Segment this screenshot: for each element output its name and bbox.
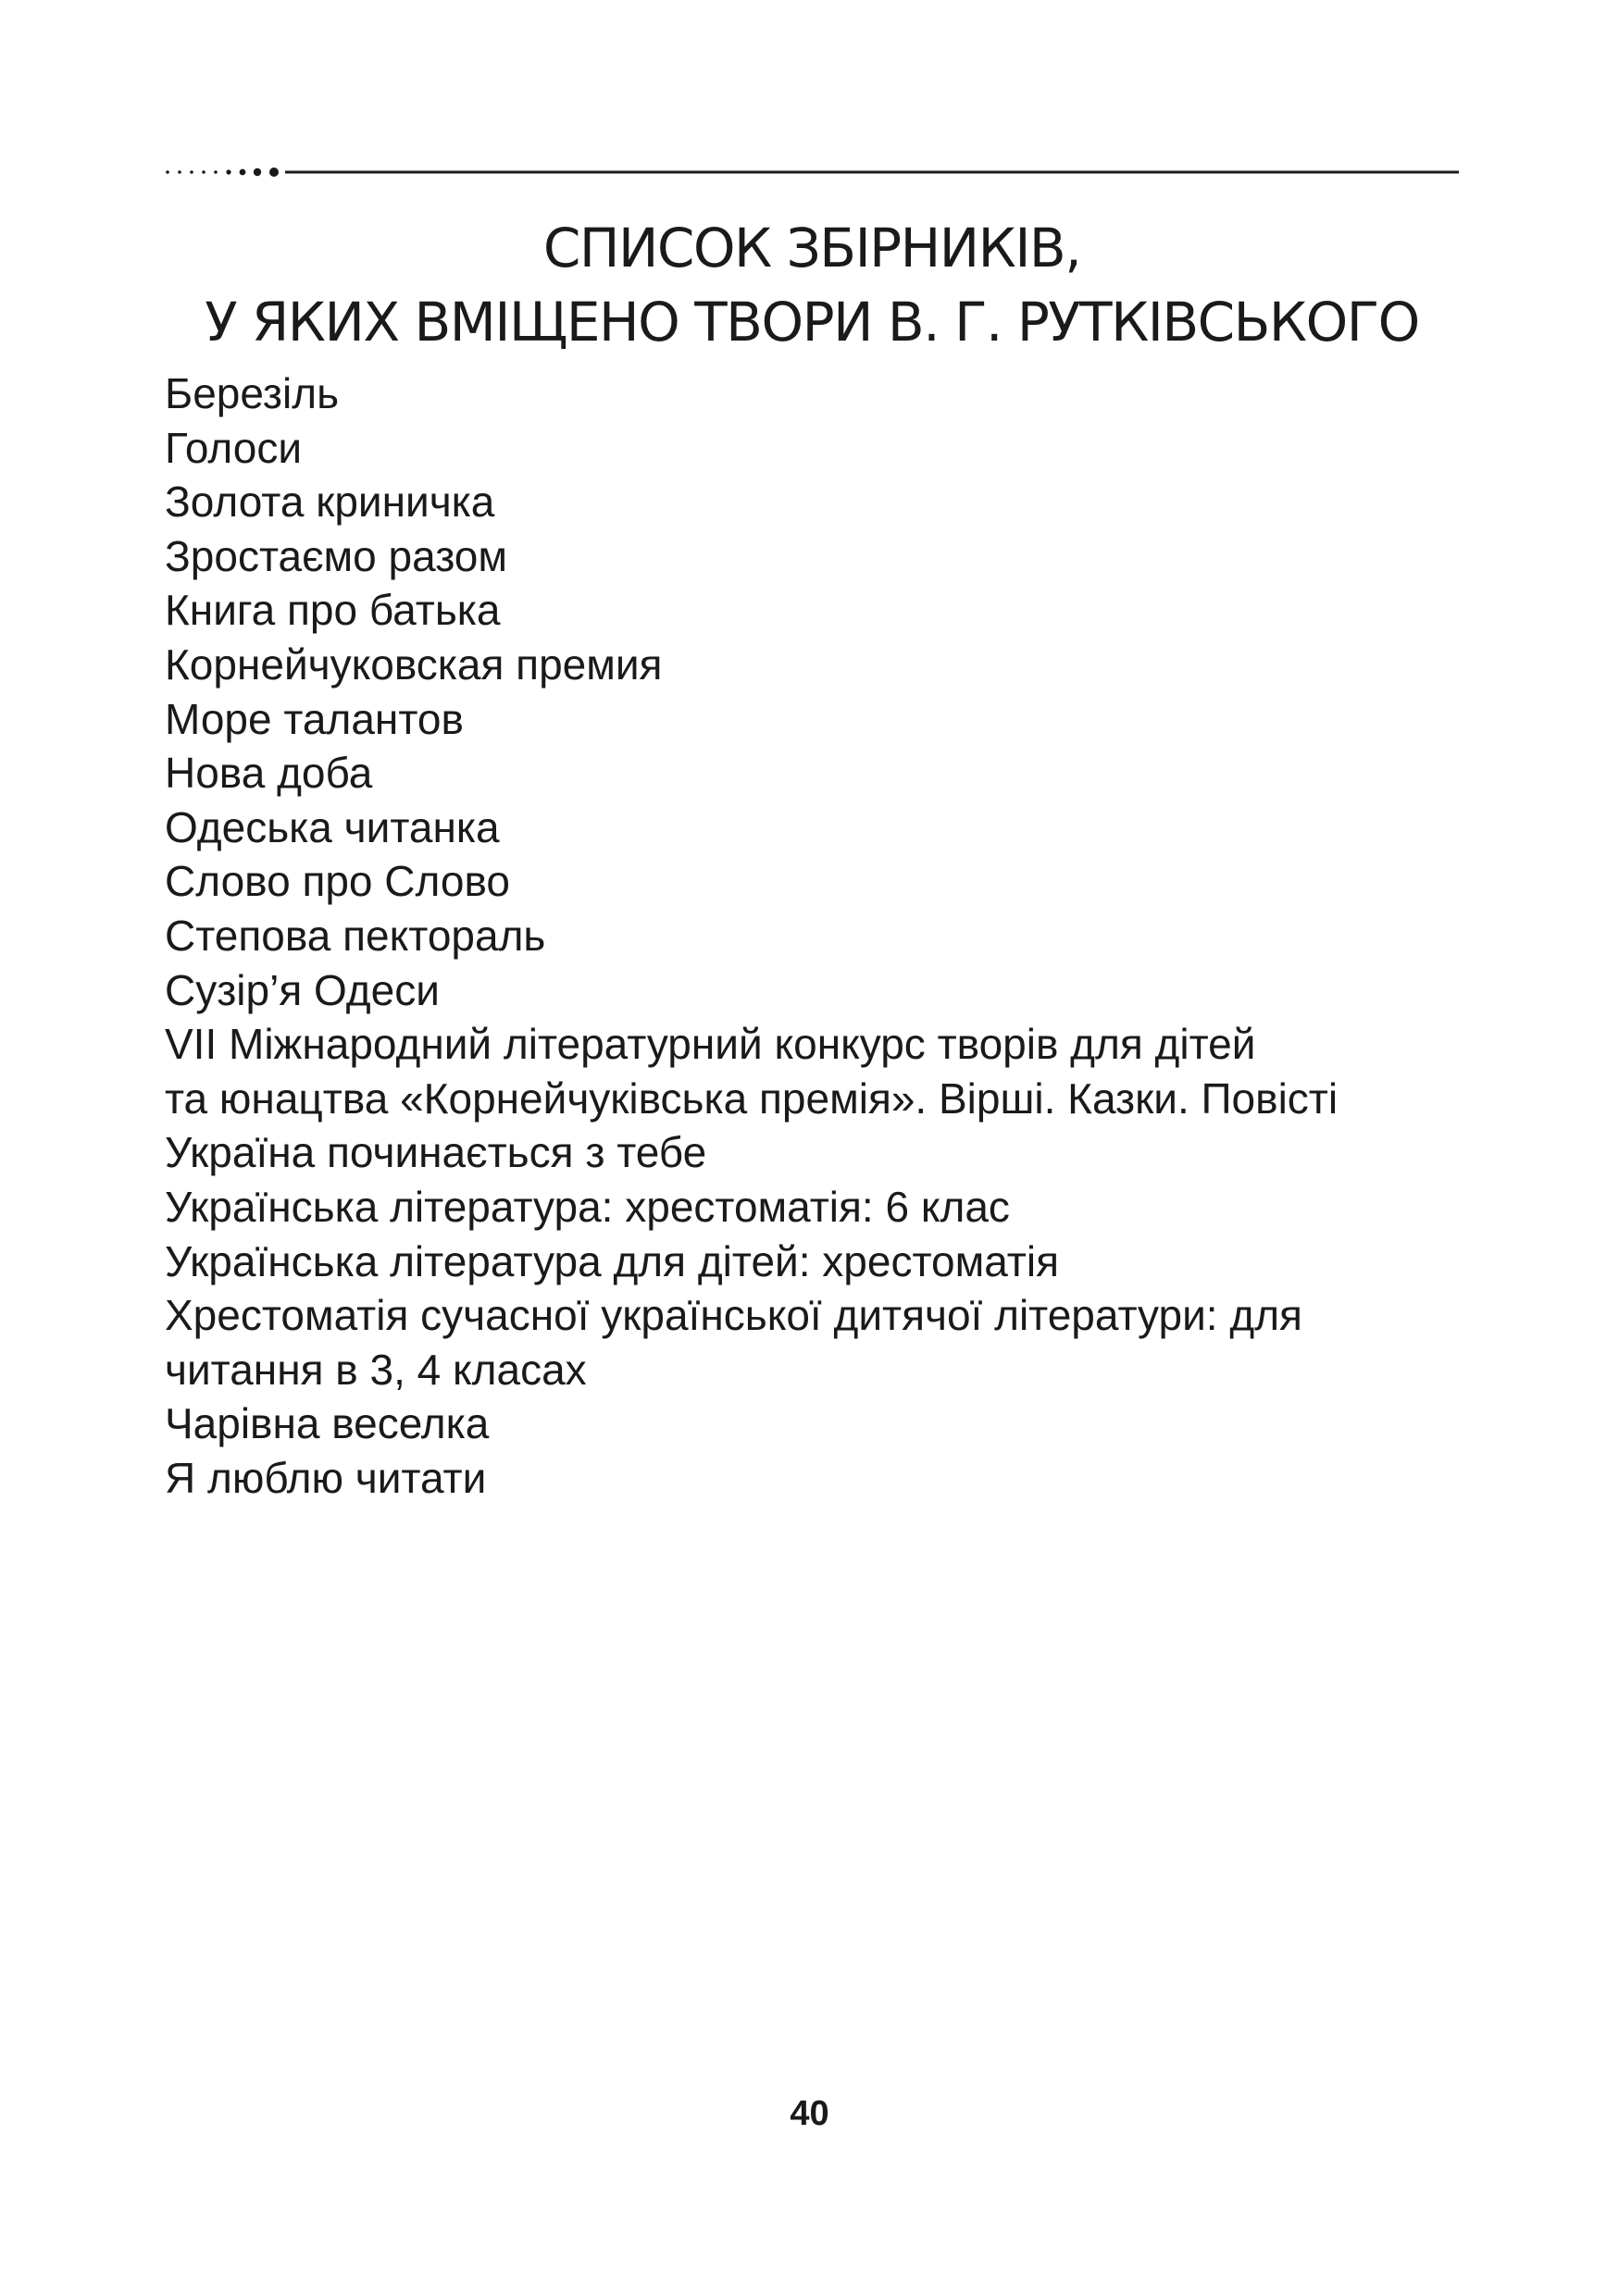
- list-item: Хрестоматія сучасної української дитячої літератури: для: [165, 1291, 1302, 1340]
- list-item: читання в 3, 4 класах: [165, 1345, 587, 1394]
- list-item: Корнейчуковская премия: [165, 639, 663, 689]
- decorative-dotted-rule: [165, 167, 1459, 178]
- list-item: Слово про Слово: [165, 857, 510, 906]
- list-item: VII Міжнародний літературний конкурс творів для дітей: [165, 1020, 1256, 1069]
- list-item: Зростаємо разом: [165, 531, 507, 580]
- list-item: Березіль: [165, 369, 340, 417]
- page-title: [165, 211, 1459, 359]
- page-title-line-1: СПИСОК ЗБІРНИКІВ,: [542, 217, 1081, 279]
- list-item: Сузір’я Одеси: [165, 965, 440, 1014]
- list-item: Книга про батька: [165, 586, 501, 635]
- list-item: Українська література для дітей: хрестоматія: [165, 1236, 1059, 1285]
- list-item: та юнацтва «Корнейчуківська премія». Вірші. Казки. Повісті: [165, 1074, 1339, 1123]
- list-item: Нова доба: [165, 749, 373, 798]
- list-item: Степова пектораль: [165, 911, 546, 960]
- list-item: Голоси: [165, 423, 303, 472]
- list-item: Україна починається з тебе: [165, 1128, 707, 1177]
- list-item: Море талантов: [165, 694, 464, 743]
- list-item: Українська література: хрестоматія: 6 клас: [165, 1182, 1010, 1231]
- list-item: Чарівна веселка: [165, 1399, 490, 1448]
- page-title-line-2: У ЯКИХ ВМІЩЕНО ТВОРИ В. Г. РУТКІВСЬКОГО: [205, 291, 1419, 354]
- list-item: Золота криничка: [165, 478, 495, 527]
- list-item: Одеська читанка: [165, 802, 500, 851]
- list-item: Я люблю читати: [165, 1453, 487, 1502]
- collections-list: [165, 366, 1459, 1505]
- page-number: 40: [790, 2094, 829, 2133]
